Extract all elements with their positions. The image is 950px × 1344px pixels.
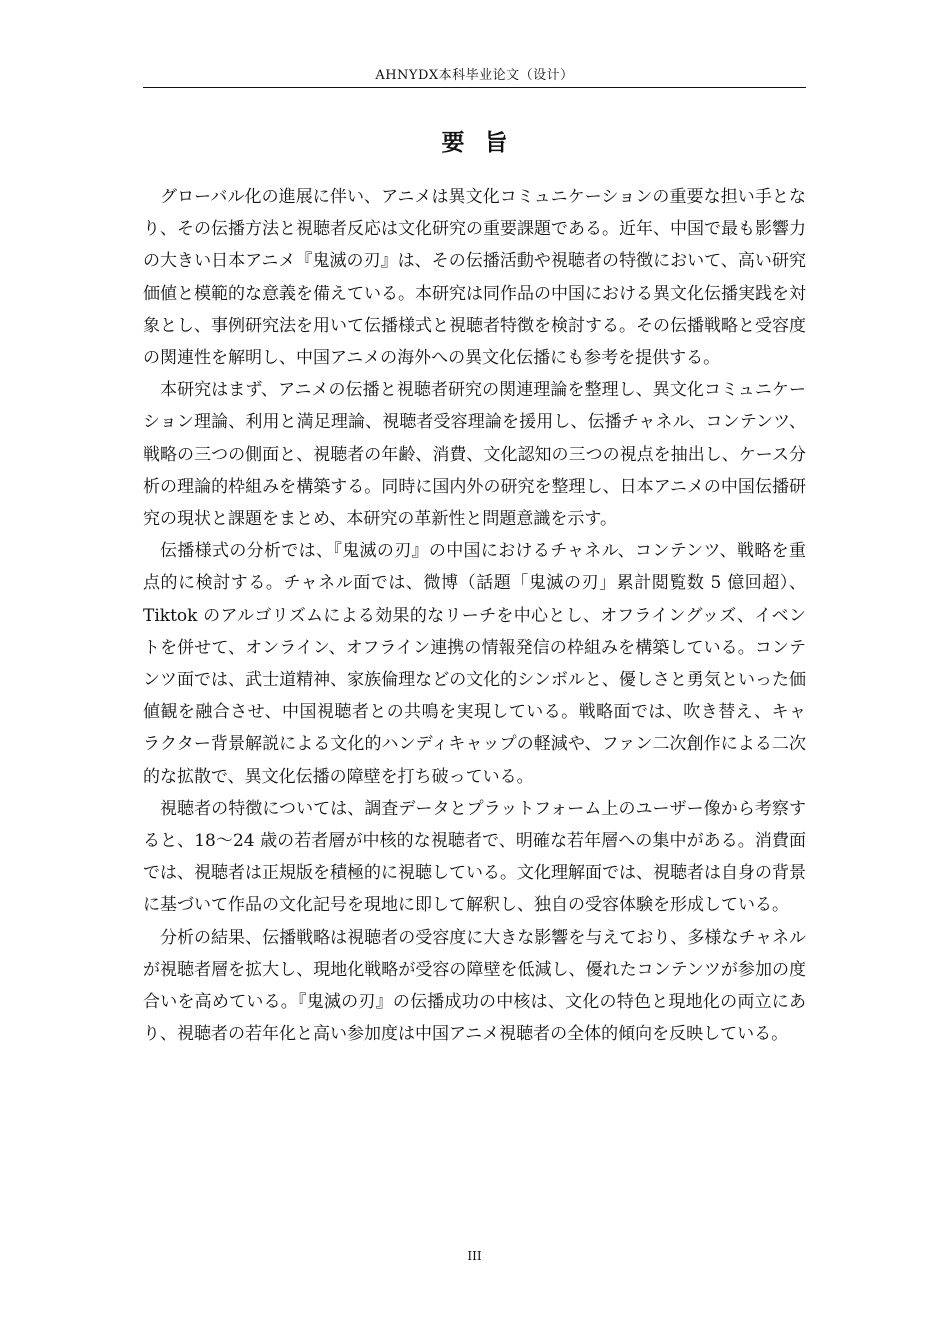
abstract-body	[143, 181, 806, 1050]
running-header: AHNYDX本科毕业论文（设计）	[375, 68, 574, 83]
page-number: III	[467, 1249, 482, 1263]
abstract-paragraph-3: 伝播様式の分析では、『鬼滅の刃』の中国におけるチャネル、コンテンツ、戦略を重点的に検討する。チャネル面では、微博（話題「鬼滅の刃」累計閲覧数 5 億回超）、Tiktok のアルゴリズムによる効果的なリーチを中心とし、オフライングッズ、イベントを併せて、オンライン、オフライン連携の情報発信の枠組みを構築している。コンテンツ面では、武士道精神、家族倫理などの文化的シンボルと、優しさと勇気といった価値観を融合させ、中国視聴者との共鳴を実現している。戦略面では、吹き替え、キャラクター背景解説による文化的ハンディキャップの軽減や、ファン二次創作による二次的な拡散で、異文化伝播の障壁を打ち破っている。	[143, 541, 806, 787]
page-title: 要旨	[441, 129, 528, 156]
header-divider	[143, 87, 806, 88]
abstract-paragraph-2: 本研究はまず、アニメの伝播と視聴者研究の関連理論を整理し、異文化コミュニケーション理論、利用と満足理論、視聴者受容理論を援用し、伝播チャネル、コンテンツ、戦略の三つの側面と、視聴者の年齢、消費、文化認知の三つの視点を抽出し、ケース分析の理論的枠組みを構築する。同時に国内外の研究を整理し、日本アニメの中国伝播研究の現状と課題をまとめ、本研究の革新性と問題意識を示す。	[143, 380, 806, 530]
abstract-paragraph-1: グローバル化の進展に伴い、アニメは異文化コミュニケーションの重要な担い手となり、その伝播方法と視聴者反応は文化研究の重要課題である。近年、中国で最も影響力の大きい日本アニメ『鬼滅の刃』は、その伝播活動や視聴者の特徴において、高い研究価値と模範的な意義を備えている。本研究は同作品の中国における異文化伝播実践を対象とし、事例研究法を用いて伝播様式と視聴者特徴を検討する。その伝播戦略と受容度の関連性を解明し、中国アニメの海外への異文化伝播にも参考を提供する。	[143, 187, 806, 369]
abstract-paragraph-5: 分析の結果、伝播戦略は視聴者の受容度に大きな影響を与えており、多様なチャネルが視聴者層を拡大し、現地化戦略が受容の障壁を低減し、優れたコンテンツが参加の度合いを高めている。『鬼滅の刃』の伝播成功の中核は、文化の特色と現地化の両立にあり、視聴者の若年化と高い参加度は中国アニメ視聴者の全体的傾向を反映している。	[143, 927, 806, 1045]
abstract-paragraph-4: 視聴者の特徴については、調査データとプラットフォーム上のユーザー像から考察すると、18～24 歳の若者層が中核的な視聴者で、明確な若年層への集中がある。消費面では、視聴者は正規版を積極的に視聴している。文化理解面では、視聴者は自身の背景に基づいて作品の文化記号を現地に即して解釈し、独自の受容体験を形成している。	[143, 798, 806, 916]
